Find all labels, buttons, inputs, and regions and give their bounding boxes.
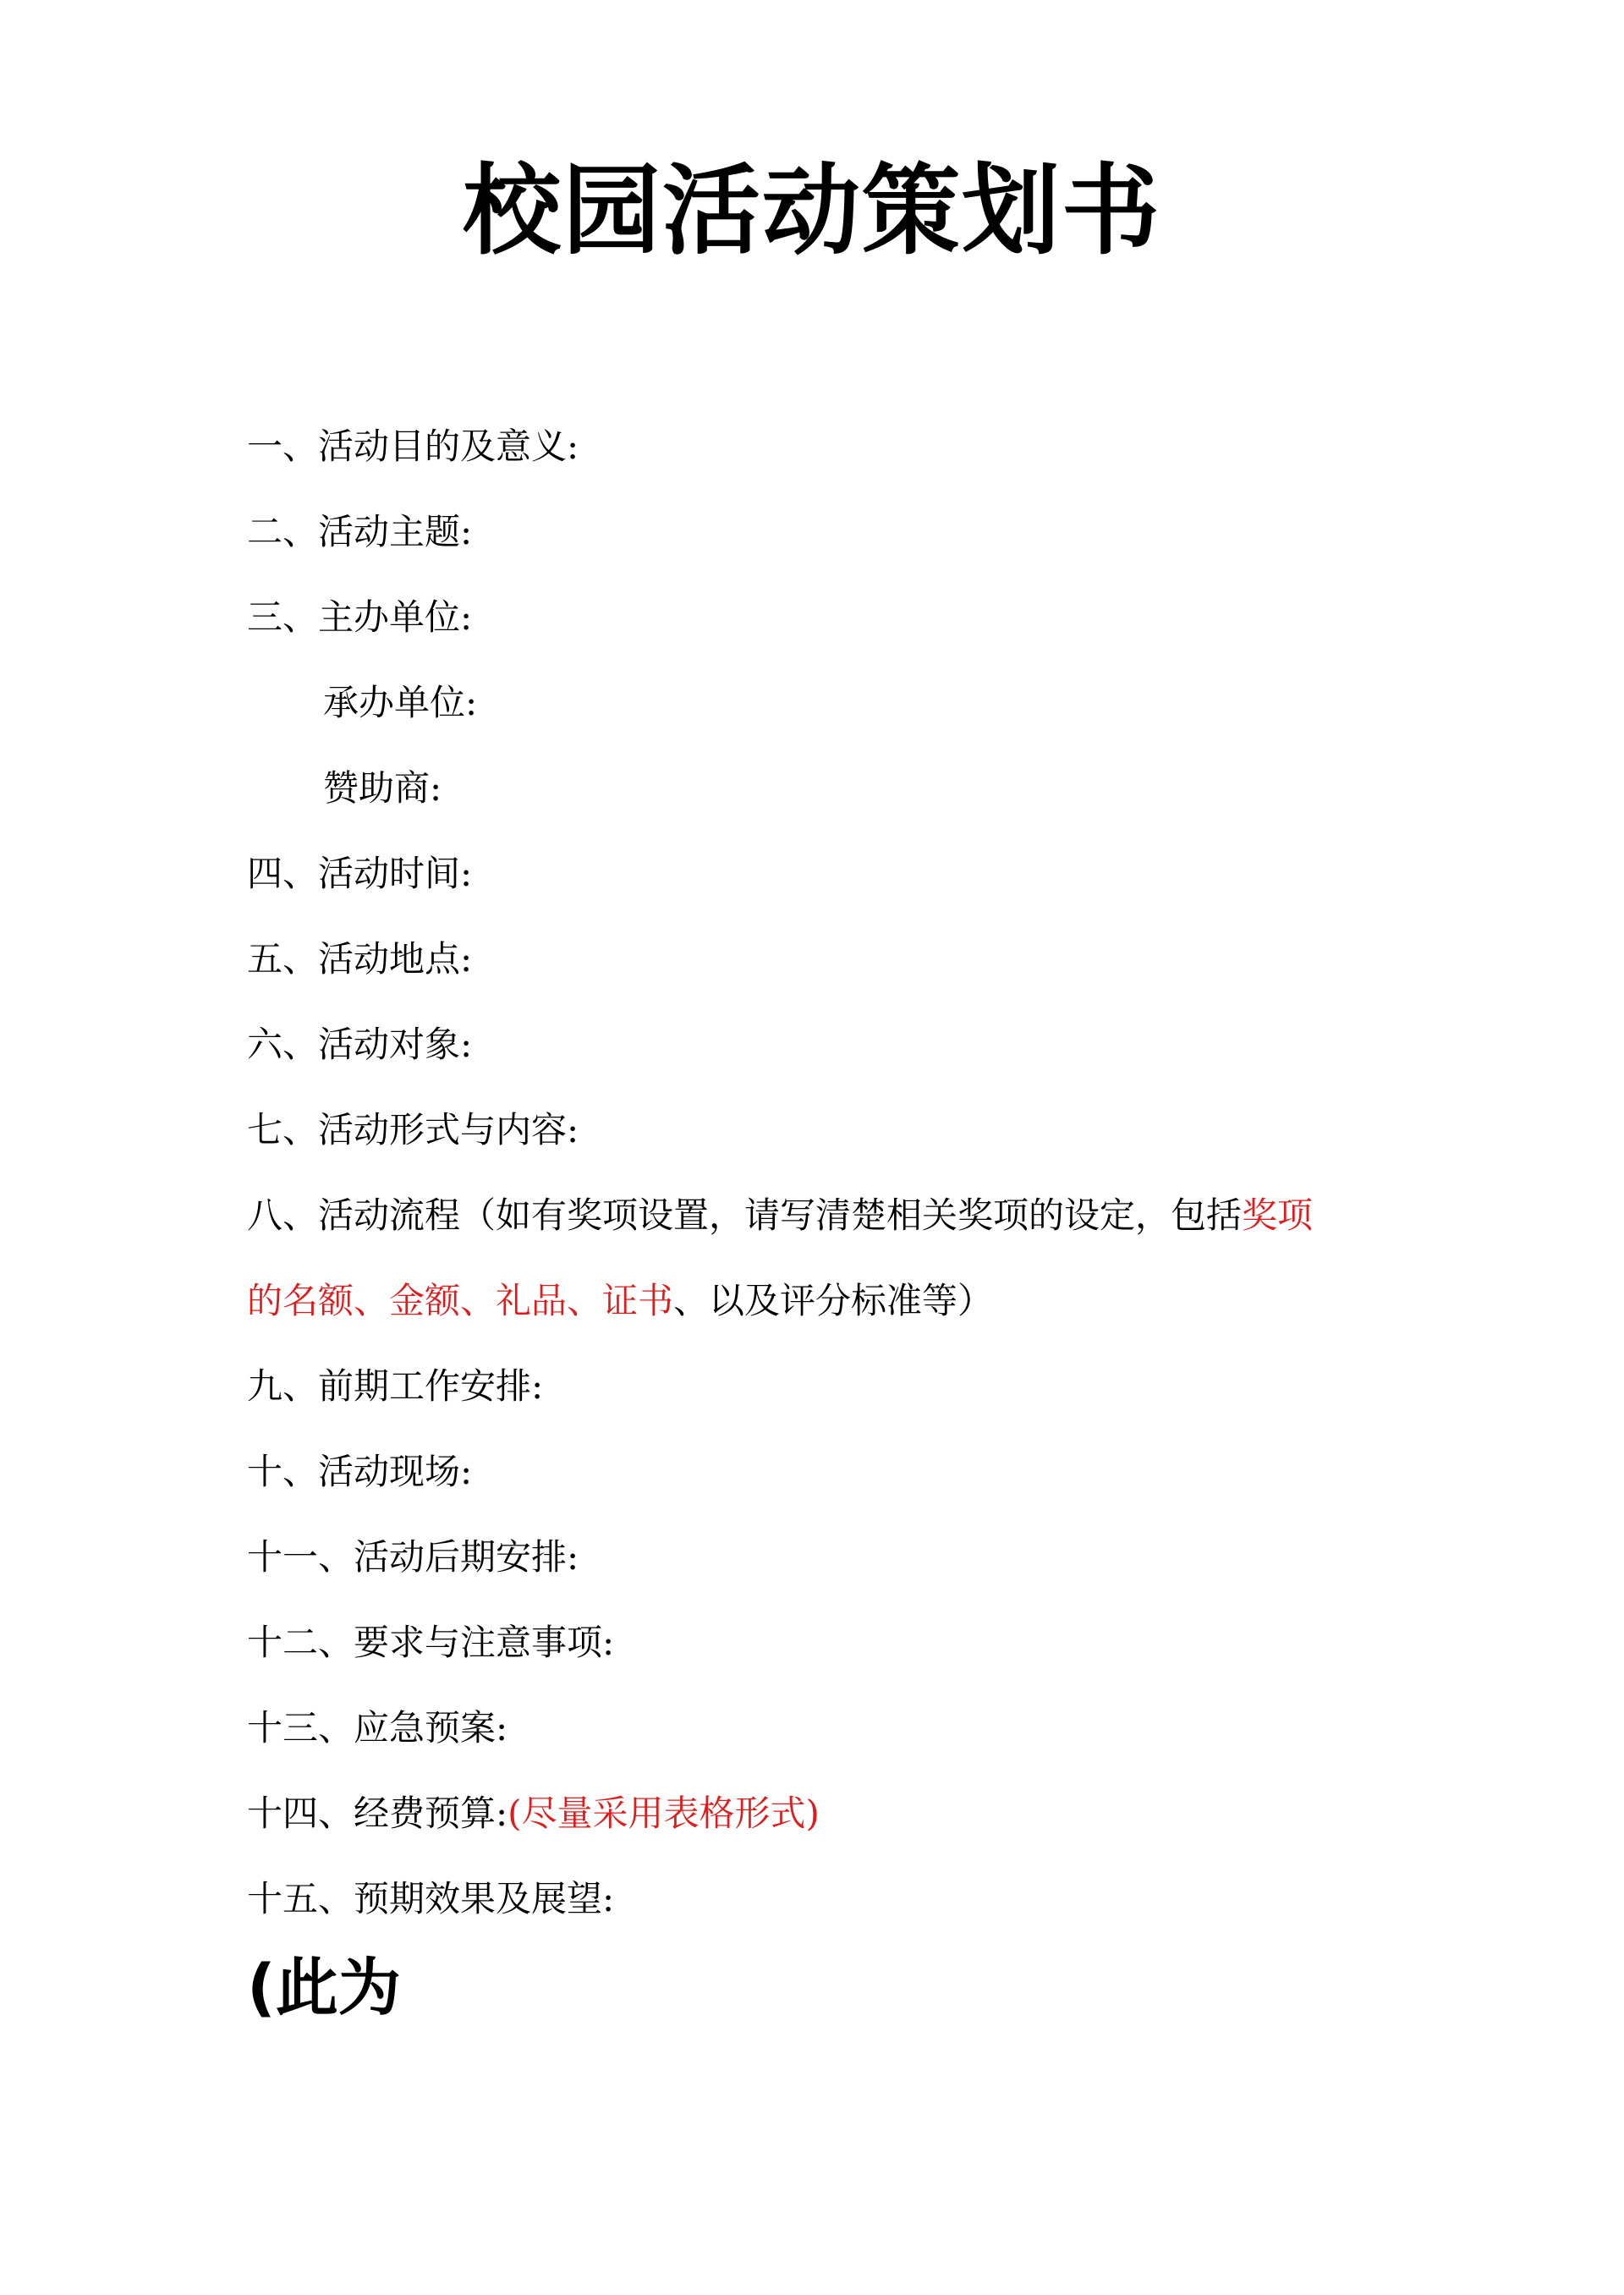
section-contingency: 十三、应急预案:	[247, 1707, 508, 1749]
section-budget	[247, 1790, 1431, 1837]
section-co-organizer: 承办单位:	[323, 682, 478, 723]
section-followup: 十一、活动后期安排:	[247, 1536, 579, 1578]
section-time: 四、活动时间:	[247, 853, 473, 894]
section-preparation: 九、前期工作安排:	[247, 1365, 544, 1407]
section-budget-note: (尽量采用表格形式)	[508, 1793, 820, 1834]
section-organizer: 三、主办单位:	[247, 596, 473, 638]
section-process-text: 八、活动流程（如有奖项设置，请写清楚相关奖项的设定，包括	[247, 1194, 1243, 1236]
section-process-text-2: 、以及评分标准等）	[673, 1280, 994, 1321]
truncated-note: (此为	[247, 1952, 401, 2024]
section-purpose: 一、活动目的及意义:	[247, 426, 579, 467]
section-process-line1	[247, 1192, 1431, 1239]
page-title: 校园活动策划书	[463, 154, 1161, 268]
section-requirements: 十二、要求与注意事项:	[247, 1622, 615, 1663]
section-budget-label: 十四、经费预算:	[247, 1793, 508, 1834]
section-sponsor: 赞助商:	[323, 767, 442, 809]
section-process-highlight: 奖项	[1242, 1194, 1314, 1236]
section-audience: 六、活动对象:	[247, 1024, 473, 1065]
section-format: 七、活动形式与内容:	[247, 1109, 579, 1150]
section-onsite: 十、活动现场:	[247, 1451, 473, 1492]
section-theme: 二、活动主题:	[247, 511, 473, 552]
section-process-line2	[247, 1277, 1431, 1325]
section-outlook: 十五、预期效果及展望:	[247, 1878, 615, 1919]
section-process-highlight-2: 的名额、金额、礼品、证书	[247, 1280, 674, 1321]
section-location: 五、活动地点:	[247, 938, 473, 980]
